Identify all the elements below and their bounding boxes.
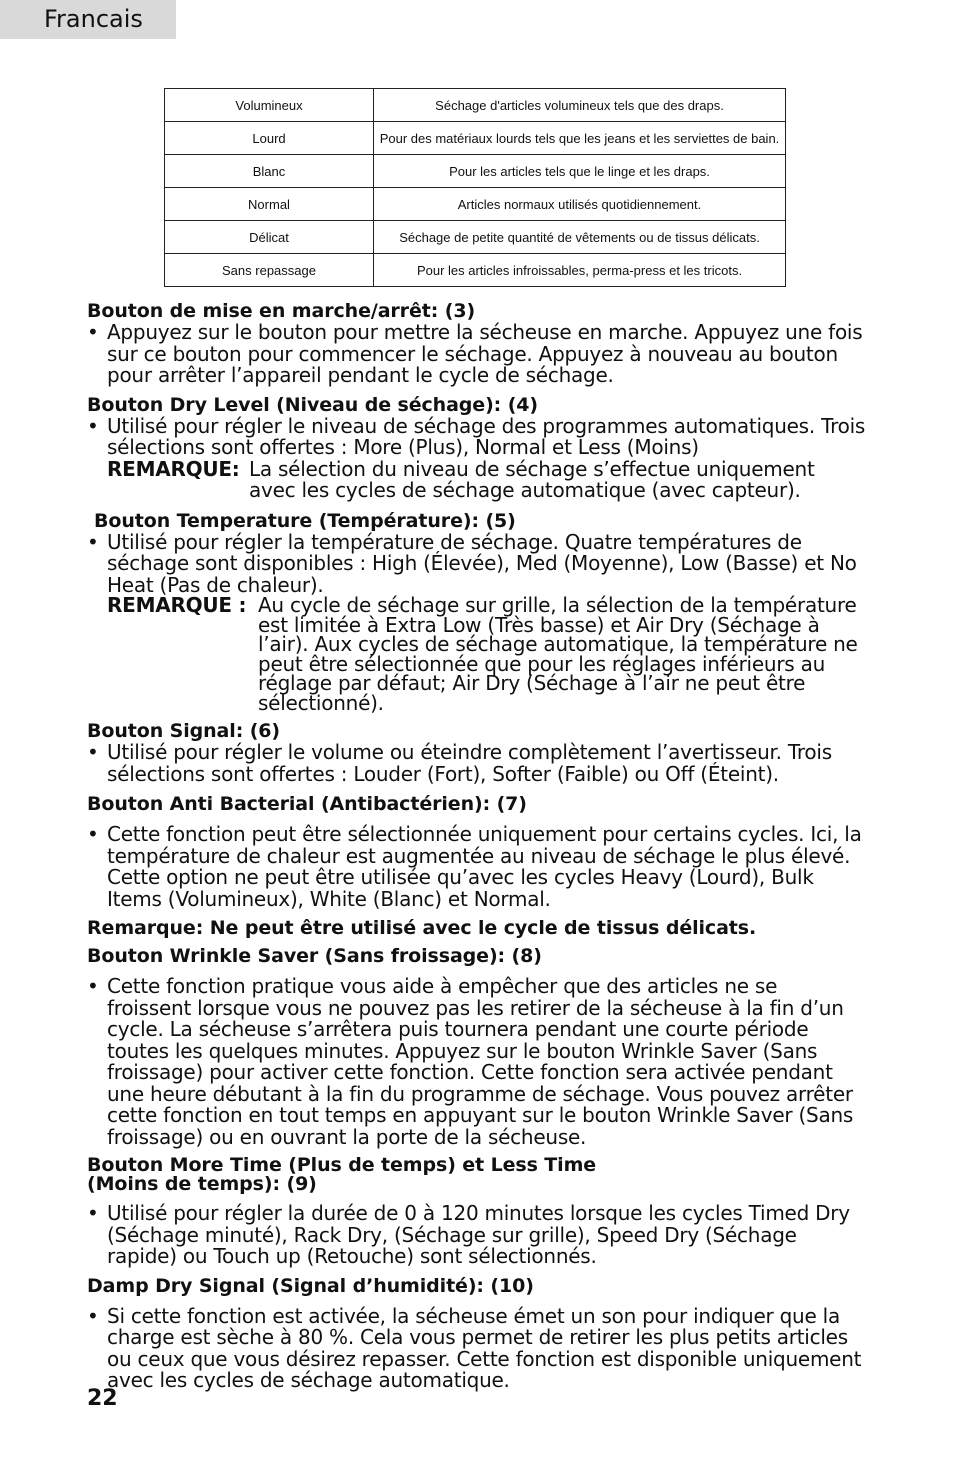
table-row xyxy=(165,188,786,221)
cycle-description-cell: Séchage d'articles volumineux tels que des draps. xyxy=(374,89,786,122)
section-damp-dry xyxy=(87,1275,867,1392)
page-number: 22 xyxy=(87,1386,118,1411)
bullet-dot: • xyxy=(87,529,99,554)
cycle-name-cell: Lourd xyxy=(165,122,374,155)
section-title: Damp Dry Signal (Signal d’humidité): (10) xyxy=(87,1274,534,1297)
bullet-dot: • xyxy=(87,740,99,764)
section-title: Bouton Dry Level (Niveau de séchage): (4) xyxy=(87,393,538,416)
table-row xyxy=(165,221,786,254)
bullet-text: Cette fonction pratique vous aide à empêcher que des articles ne se froissent lorsque vous ne pouvez pas les retirer de la sécheuse à la fin d’un cycle. La sécheuse s’arrêtera puis tournera pendant une courte période toutes les quelques minutes. Appuyez sur le bouton Wrinkle Saver (Sans froissage) pour activer cette fonction. Cette fonction sera activée pendant une heure débutant à la fin du programme de séchage. Vous pouvez arrêter cette fonction en tout temps en appuyant sur le bouton Wrinkle Saver (Sans froissage) ou en ouvrant la porte de la sécheuse. xyxy=(107,974,854,1149)
cycle-name-cell: Blanc xyxy=(165,155,374,188)
language-tab: Francais xyxy=(0,0,176,39)
bullet-item xyxy=(87,322,867,387)
section-title: Bouton de mise en marche/arrêt: (3) xyxy=(87,300,476,322)
note-text: Au cycle de séchage sur grille, la sélection de la température est limitée à Extra Low (Très basse) et Air Dry (Séchage à l’air). Aux cycles de séchage automatique, la température ne peut être sélectionnée que pour les réglages inférieurs au réglage par défaut; Air Dry (Séchage à l’air ne peut être sélectionné). xyxy=(258,593,858,715)
table-row xyxy=(165,122,786,155)
bullet-item xyxy=(87,529,867,715)
main-content xyxy=(87,300,867,1392)
bullet-dot: • xyxy=(87,822,99,846)
cycle-description-cell: Séchage de petite quantité de vêtements ou de tissus délicats. xyxy=(374,221,786,254)
note xyxy=(107,593,867,715)
section-title: Bouton Signal: (6) xyxy=(87,720,280,742)
bullet-dot: • xyxy=(87,974,99,998)
cycle-description-cell: Pour des matériaux lourds tels que les jeans et les serviettes de bain. xyxy=(374,122,786,155)
note-label: REMARQUE: xyxy=(107,456,240,481)
section-temperature xyxy=(87,510,867,714)
bullet-item xyxy=(87,1303,867,1392)
cycles-table xyxy=(164,88,786,287)
cycle-description-cell: Articles normaux utilisés quotidiennement. xyxy=(374,188,786,221)
table-row xyxy=(165,155,786,188)
bullet-item xyxy=(87,824,867,910)
cycle-name-cell: Normal xyxy=(165,188,374,221)
table-row xyxy=(165,254,786,287)
cycle-name-cell: Volumineux xyxy=(165,89,374,122)
bullet-text: Utilisé pour régler le volume ou éteindre complètement l’avertisseur. Trois sélections sont offertes : Louder (Fort), Softer (Faible) ou Off (Éteint). xyxy=(107,740,832,786)
bullet-item xyxy=(87,742,867,785)
bullet-text: Utilisé pour régler la durée de 0 à 120 minutes lorsque les cycles Timed Dry (Séchage minuté), Rack Dry, (Séchage sur grille), Speed Dry (Séchage rapide) ou Touch up (Retouche) sont sélectionnés. xyxy=(107,1201,850,1268)
section-anti-bacterial xyxy=(87,793,867,939)
section-wrinkle-saver xyxy=(87,945,867,1148)
bullet-dot: • xyxy=(87,1201,99,1225)
bullet-dot: • xyxy=(87,320,99,344)
bullet-text: Utilisé pour régler la température de séchage. Quatre températures de séchage sont disponibles : High (Élevée), Med (Moyenne), Low (Basse) et No Heat (Pas de chaleur). xyxy=(107,529,857,597)
bullet-text: Si cette fonction est activée, la sécheuse émet un son pour indiquer que la charge est sèche à 80 %. Cela vous permet de retirer les plus petits articles ou ceux que vous désirez repasser. Cette fonction est disponible uniquement avec les cycles de séchage automatique. xyxy=(107,1303,862,1392)
cycle-name-cell: Délicat xyxy=(165,221,374,254)
section-dry-level xyxy=(87,394,867,502)
bullet-item xyxy=(87,413,867,502)
cycle-description-cell: Pour les articles tels que le linge et les draps. xyxy=(374,155,786,188)
bullet-dot: • xyxy=(87,1303,99,1328)
bullet-item xyxy=(87,976,867,1148)
cycle-description-cell: Pour les articles infroissables, perma-press et les tricots. xyxy=(374,254,786,287)
section-title: Bouton Wrinkle Saver (Sans froissage): (8) xyxy=(87,945,542,967)
bullet-dot: • xyxy=(87,413,99,438)
section-signal xyxy=(87,720,867,785)
bullet-text: Appuyez sur le bouton pour mettre la sécheuse en marche. Appuyez une fois sur ce bouton pour commencer le séchage. Appuyez à nouveau au bouton pour arrêter l’appareil pendant le cycle de séchage. xyxy=(107,320,863,387)
section-more-less-time xyxy=(87,1156,867,1268)
bullet-item xyxy=(87,1203,867,1268)
note xyxy=(107,456,867,502)
section-title: Bouton More Time (Plus de temps) et Less Time (Moins de temps): (9) xyxy=(87,1154,597,1195)
section-title: Bouton Anti Bacterial (Antibactérien): (7) xyxy=(87,793,527,815)
note-label: REMARQUE : xyxy=(107,593,247,617)
remark-text: Remarque: Ne peut être utilisé avec le cycle de tissus délicats. xyxy=(87,917,757,939)
bullet-text: Utilisé pour régler le niveau de séchage des programmes automatiques. Trois sélections sont offertes : More (Plus), Normal et Less (Moins) xyxy=(107,413,866,459)
cycle-name-cell: Sans repassage xyxy=(165,254,374,287)
bullet-text: Cette fonction peut être sélectionnée uniquement pour certains cycles. Ici, la température de chaleur est augmentée au niveau de séchage le plus élevé. Cette option ne peut être utilisée qu’avec les cycles Heavy (Lourd), Bulk Items (Volumineux), White (Blanc) et Normal. xyxy=(107,822,862,911)
table-row xyxy=(165,89,786,122)
note-text: La sélection du niveau de séchage s’effectue uniquement avec les cycles de séchage automatique (avec capteur). xyxy=(249,456,815,502)
section-title: Bouton Temperature (Température): (5) xyxy=(94,509,516,532)
section-power xyxy=(87,300,867,387)
